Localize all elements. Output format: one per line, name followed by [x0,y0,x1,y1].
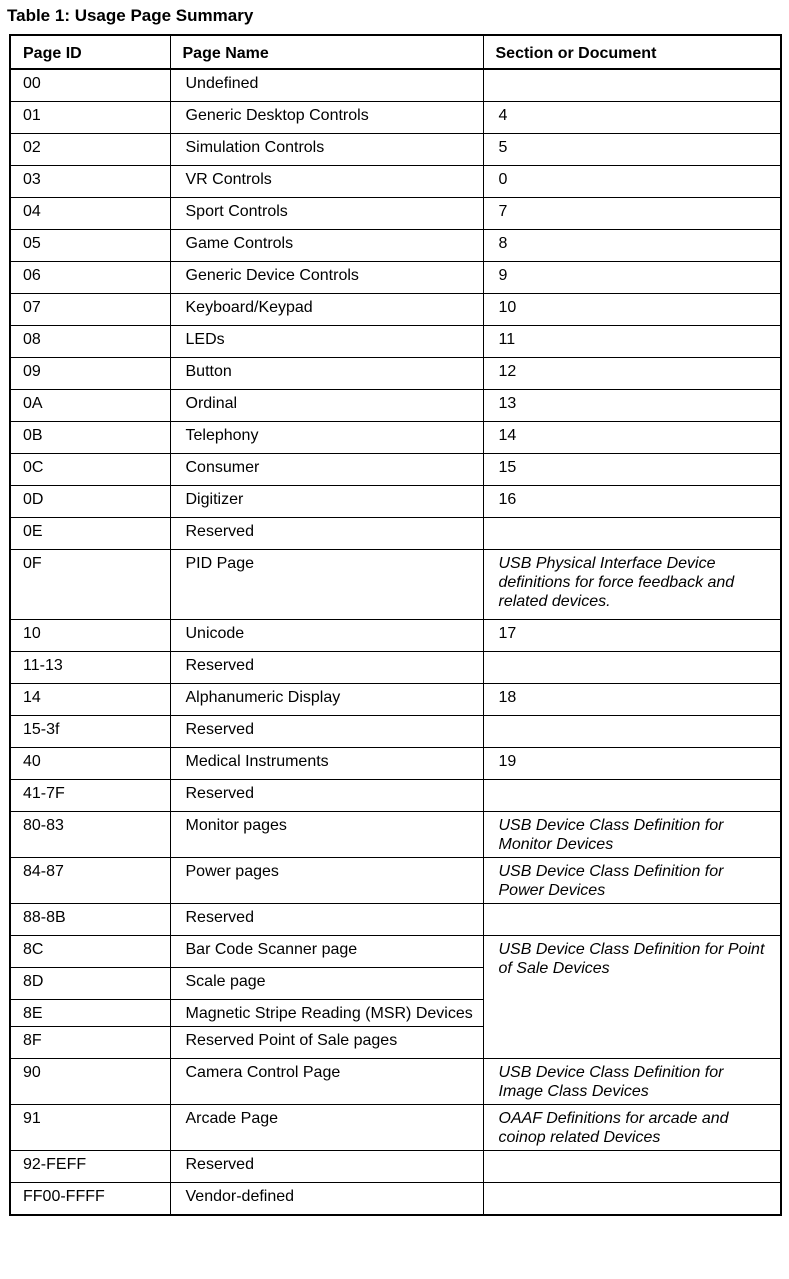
page-id-cell: 91 [10,1105,170,1151]
page-name-cell: Power pages [170,858,483,904]
page-id-cell: 07 [10,294,170,326]
table-row [10,486,781,518]
table-row [10,716,781,748]
page-name-cell: Alphanumeric Display [170,684,483,716]
page-name-cell: Medical Instruments [170,748,483,780]
section-cell: 10 [483,294,781,326]
section-cell [483,1151,781,1183]
page-id-cell: 05 [10,230,170,262]
section-cell: 4 [483,102,781,134]
usage-page-table [9,34,782,1216]
table-row [10,1105,781,1151]
section-cell [483,518,781,550]
table-row [10,262,781,294]
page-name-cell: Unicode [170,620,483,652]
section-cell: 17 [483,620,781,652]
page-id-cell: 02 [10,134,170,166]
page-name-cell: Reserved [170,652,483,684]
section-cell: USB Physical Interface Device definitions for force feedback and related devices. [483,550,781,620]
table-row [10,134,781,166]
section-cell: USB Device Class Definition for Point of Sale Devices [483,936,781,1059]
page-name-cell: Generic Desktop Controls [170,102,483,134]
page-name-cell: Reserved Point of Sale pages [170,1027,483,1059]
page-name-cell: Ordinal [170,390,483,422]
page-id-cell: 10 [10,620,170,652]
page-id-cell: 00 [10,69,170,102]
header-row [10,35,781,69]
page-name-cell: Scale page [170,968,483,1000]
page-name-cell: Monitor pages [170,812,483,858]
section-cell: USB Device Class Definition for Monitor Devices [483,812,781,858]
section-cell [483,652,781,684]
table-title: Table 1: Usage Page Summary [7,6,254,25]
section-cell: 0 [483,166,781,198]
page-name-cell: Reserved [170,904,483,936]
page-id-cell: 8E [10,1000,170,1027]
table-row [10,518,781,550]
table-row [10,748,781,780]
section-cell: 19 [483,748,781,780]
page-name-cell: Magnetic Stripe Reading (MSR) Devices [170,1000,483,1027]
page-id-cell: 0C [10,454,170,486]
table-row [10,422,781,454]
page-id-cell: 8D [10,968,170,1000]
page-id-cell: 8F [10,1027,170,1059]
page-name-cell: VR Controls [170,166,483,198]
table-row [10,454,781,486]
section-cell: 13 [483,390,781,422]
section-cell: 12 [483,358,781,390]
table-row [10,684,781,716]
page-id-cell: 92-FEFF [10,1151,170,1183]
page-id-cell: 11-13 [10,652,170,684]
section-cell: USB Device Class Definition for Power Devices [483,858,781,904]
column-header-page-name: Page Name [170,35,483,69]
section-cell: 15 [483,454,781,486]
page-name-cell: Button [170,358,483,390]
section-cell: 11 [483,326,781,358]
page-name-cell: Telephony [170,422,483,454]
page-name-cell: Arcade Page [170,1105,483,1151]
table-row [10,294,781,326]
section-cell: 9 [483,262,781,294]
page-id-cell: FF00-FFFF [10,1183,170,1216]
page-id-cell: 15-3f [10,716,170,748]
page-id-cell: 14 [10,684,170,716]
section-cell [483,780,781,812]
table-row [10,858,781,904]
page-id-cell: 0A [10,390,170,422]
table-row [10,326,781,358]
page-name-cell: LEDs [170,326,483,358]
section-cell: 8 [483,230,781,262]
page-id-cell: 09 [10,358,170,390]
page-name-cell: Sport Controls [170,198,483,230]
table-row [10,198,781,230]
section-cell [483,716,781,748]
page-id-cell: 0B [10,422,170,454]
page-id-cell: 41-7F [10,780,170,812]
page-name-cell: Simulation Controls [170,134,483,166]
page-name-cell: Bar Code Scanner page [170,936,483,968]
table-row [10,230,781,262]
page-name-cell: Reserved [170,1151,483,1183]
table-row [10,620,781,652]
table-row [10,1151,781,1183]
section-cell [483,1183,781,1216]
table-row [10,358,781,390]
page-id-cell: 08 [10,326,170,358]
page-name-cell: Reserved [170,780,483,812]
table-row [10,102,781,134]
page-id-cell: 0F [10,550,170,620]
table-row [10,812,781,858]
section-cell: OAAF Definitions for arcade and coinop related Devices [483,1105,781,1151]
table-row [10,390,781,422]
page-name-cell: Camera Control Page [170,1059,483,1105]
page-name-cell: Digitizer [170,486,483,518]
page-id-cell: 84-87 [10,858,170,904]
page-id-cell: 06 [10,262,170,294]
page-id-cell: 80-83 [10,812,170,858]
page-id-cell: 40 [10,748,170,780]
page-id-cell: 03 [10,166,170,198]
page-name-cell: Undefined [170,69,483,102]
page-name-cell: Keyboard/Keypad [170,294,483,326]
table-row [10,69,781,102]
page-name-cell: Reserved [170,518,483,550]
page-id-cell: 04 [10,198,170,230]
section-cell: 18 [483,684,781,716]
section-cell [483,69,781,102]
section-cell: 7 [483,198,781,230]
page-id-cell: 8C [10,936,170,968]
page-id-cell: 90 [10,1059,170,1105]
table-row [10,904,781,936]
page-id-cell: 0E [10,518,170,550]
page-name-cell: Consumer [170,454,483,486]
page-id-cell: 88-8B [10,904,170,936]
table-row [10,936,781,968]
table-row [10,1183,781,1216]
table-row [10,652,781,684]
table-row [10,166,781,198]
page-id-cell: 01 [10,102,170,134]
table-row [10,1059,781,1105]
table-row [10,780,781,812]
section-cell: USB Device Class Definition for Image Class Devices [483,1059,781,1105]
section-cell: 14 [483,422,781,454]
page-name-cell: Generic Device Controls [170,262,483,294]
page-name-cell: Game Controls [170,230,483,262]
table-row [10,550,781,620]
section-cell: 16 [483,486,781,518]
section-cell: 5 [483,134,781,166]
page-name-cell: Reserved [170,716,483,748]
column-header-page-id: Page ID [10,35,170,69]
column-header-section: Section or Document [483,35,781,69]
page-name-cell: PID Page [170,550,483,620]
section-cell [483,904,781,936]
page-name-cell: Vendor-defined [170,1183,483,1216]
page-id-cell: 0D [10,486,170,518]
